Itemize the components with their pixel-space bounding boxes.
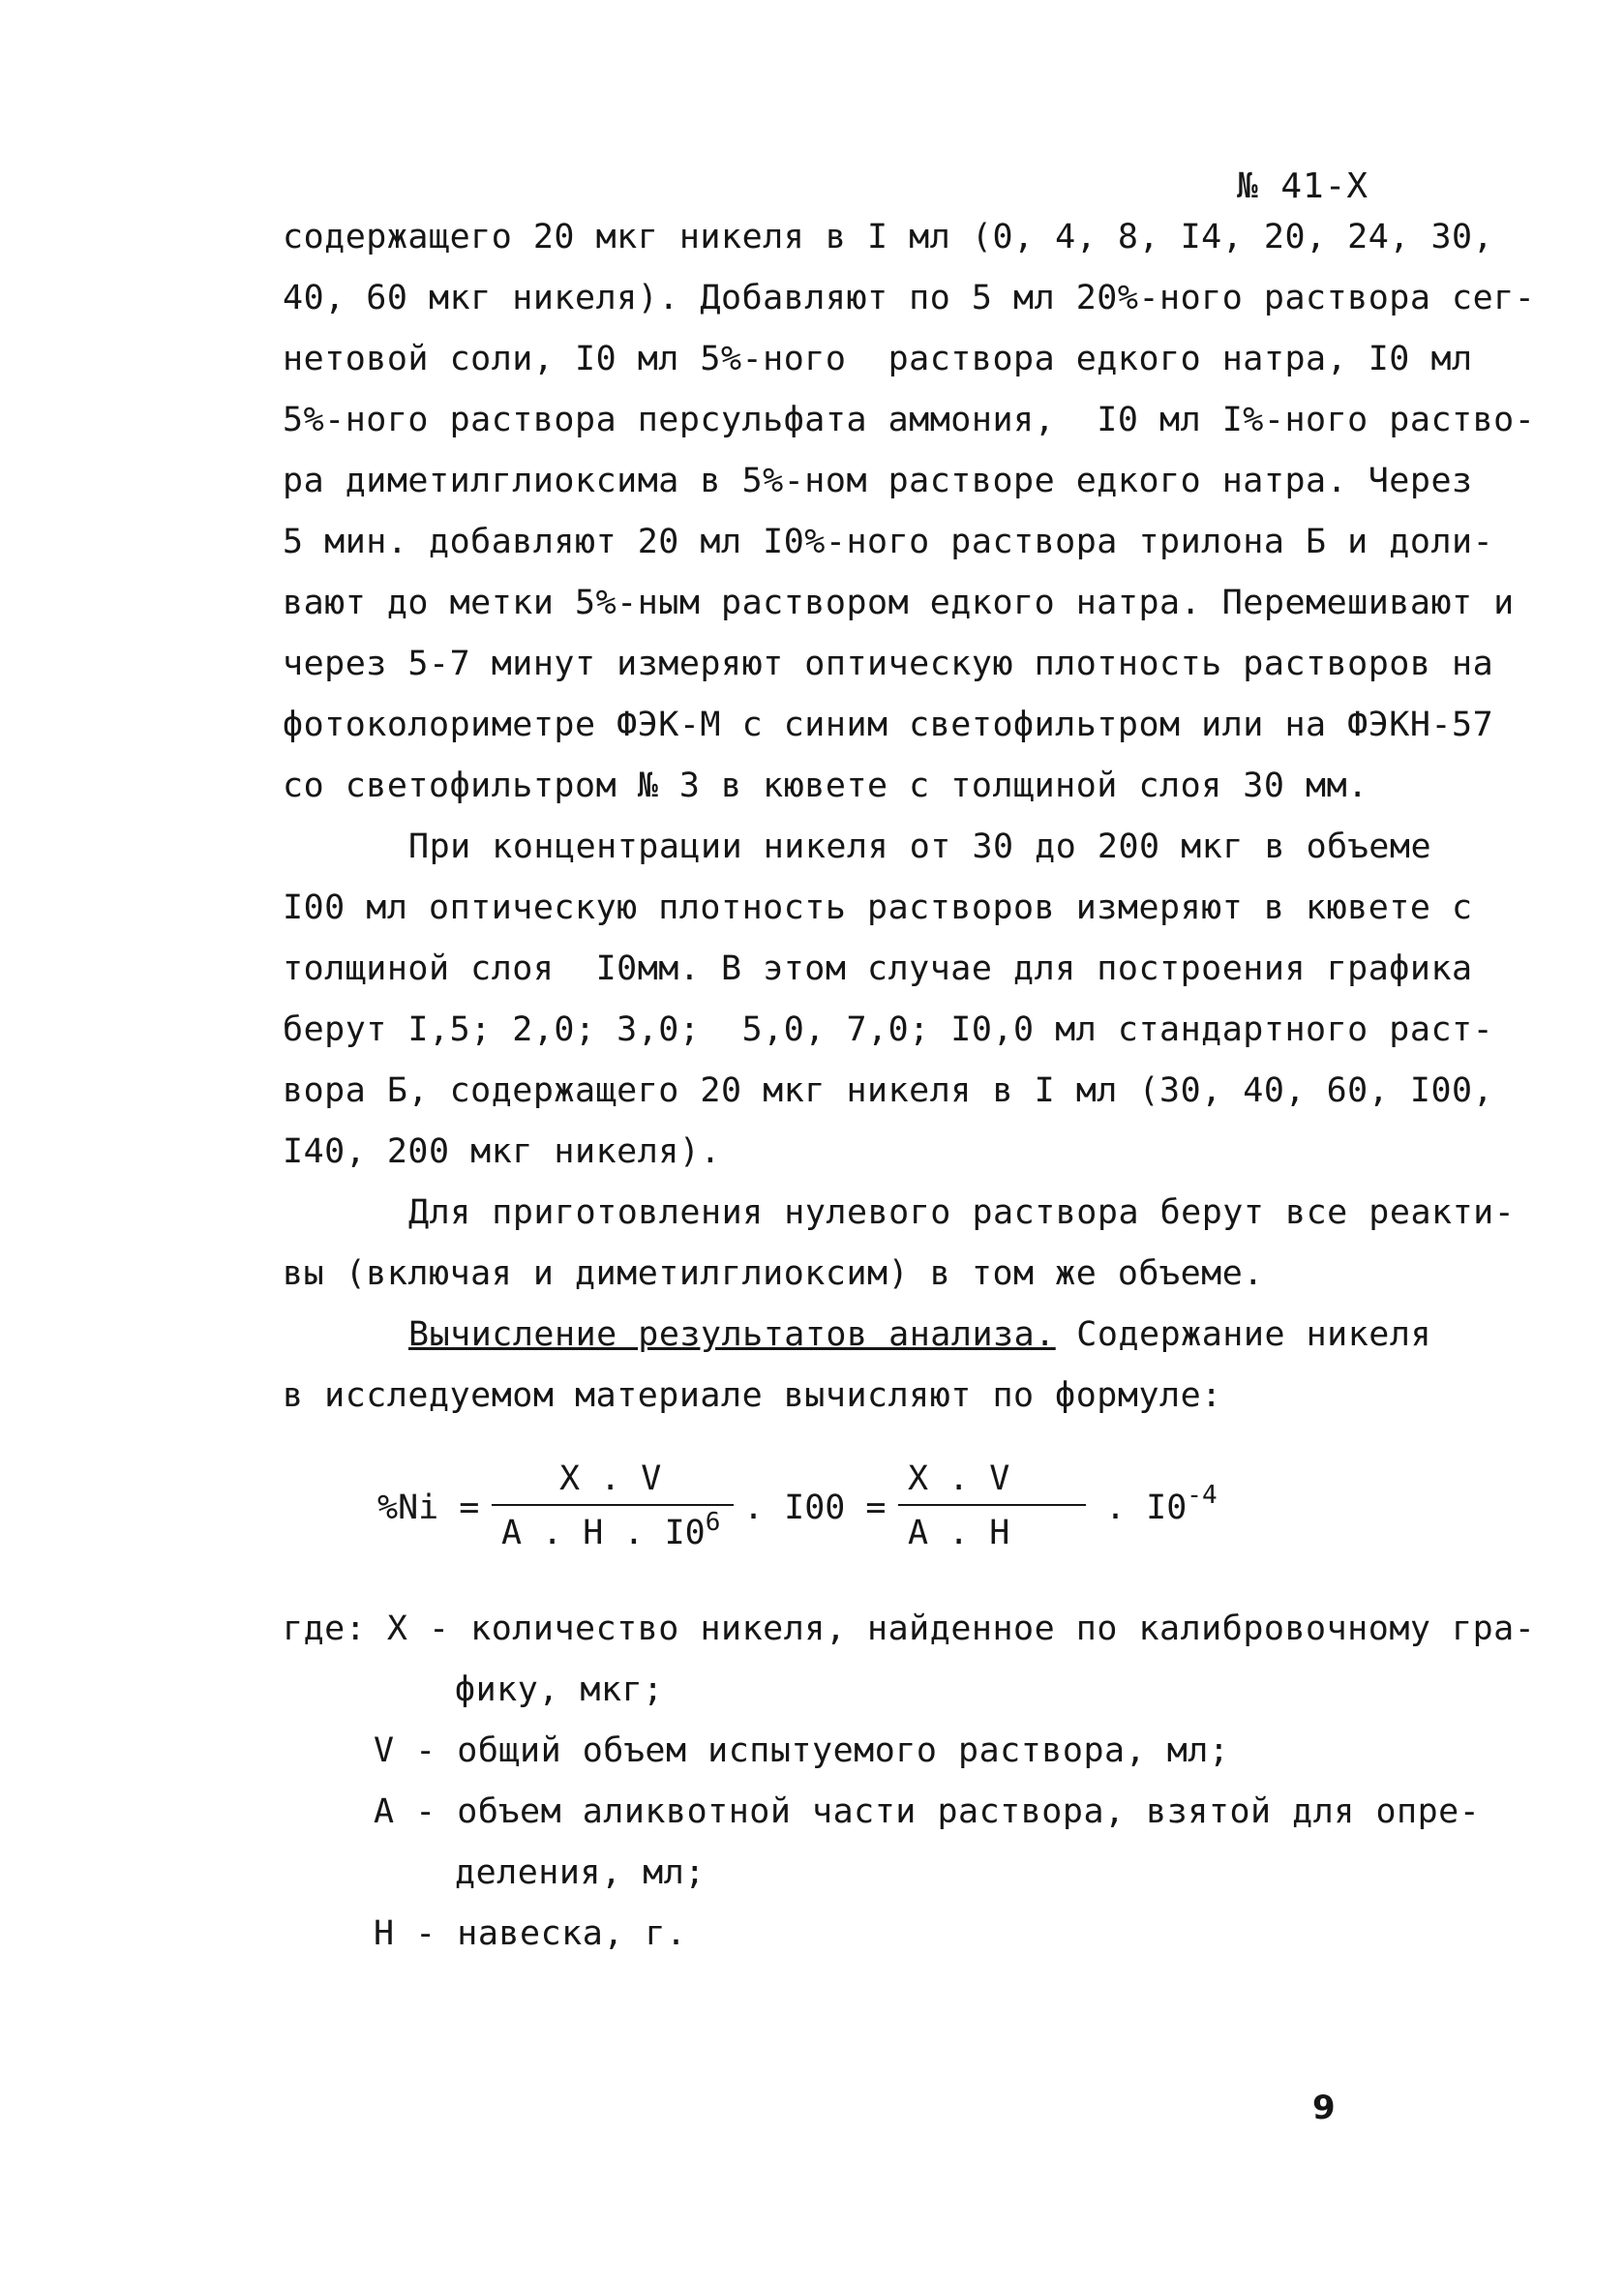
section-heading: Вычисление результатов анализа. bbox=[408, 1315, 1056, 1354]
definition-line: деления, мл; bbox=[455, 1853, 706, 1892]
nickel-formula bbox=[377, 1459, 1278, 1566]
text-line: При концентрации никеля от 30 до 200 мкг в объеме bbox=[408, 827, 1432, 866]
variable-definitions bbox=[283, 1599, 1536, 1965]
text-line: 5%-ного раствора персульфата аммония, I0 мл I%-ного раство- bbox=[283, 401, 1536, 439]
paragraph-procedure bbox=[283, 207, 1536, 817]
formula-numerator-2: X . V bbox=[908, 1459, 1010, 1498]
text-line: 40, 60 мкг никеля). Добавляют по 5 мл 20%-ного раствора сег- bbox=[283, 279, 1536, 317]
text-line: в исследуемом материале вычисляют по формуле: bbox=[283, 1376, 1222, 1415]
text-line: 5 мин. добавляют 20 мл I0%-ного раствора трилона Б и доли- bbox=[283, 523, 1494, 561]
text-line: вы (включая и диметилглиоксим) в том же объеме. bbox=[283, 1254, 1264, 1293]
formula-numerator-1: X . V bbox=[559, 1459, 662, 1498]
definition-line: H - навеска, г. bbox=[374, 1914, 687, 1953]
paragraph-blank-solution bbox=[283, 1183, 1516, 1305]
text-line: I00 мл оптическую плотность растворов измеряют в кювете с bbox=[283, 888, 1473, 927]
text-line: вают до метки 5%-ным раствором едкого натра. Перемешивают и bbox=[283, 584, 1515, 622]
text-line: толщиной слоя I0мм. В этом случае для построения графика bbox=[283, 949, 1473, 988]
text-line: берут I,5; 2,0; 3,0; 5,0, 7,0; I0,0 мл стандартного раст- bbox=[283, 1010, 1494, 1049]
formula-denominator-2: A . H bbox=[908, 1514, 1010, 1552]
definition-line: A - объем аликвотной части раствора, взятой для опре- bbox=[374, 1792, 1481, 1831]
text-line: Для приготовления нулевого раствора берут все реакти- bbox=[408, 1193, 1516, 1232]
text-line: вора Б, содержащего 20 мкг никеля в I мл (30, 40, 60, I00, bbox=[283, 1071, 1494, 1110]
formula-lhs: %Ni = bbox=[377, 1489, 480, 1527]
fraction-bar-2 bbox=[898, 1504, 1086, 1506]
page-number: 9 bbox=[1312, 2089, 1336, 2127]
text-line: I40, 200 мкг никеля). bbox=[283, 1132, 722, 1171]
formula-tail: . $I0^{-4}$ bbox=[1105, 1481, 1218, 1527]
text-fragment: Содержание никеля bbox=[1055, 1315, 1432, 1354]
paragraph-high-concentration bbox=[283, 817, 1494, 1183]
text-line: через 5-7 минут измеряют оптическую плотность растворов на bbox=[283, 645, 1494, 683]
fraction-bar-1 bbox=[492, 1504, 734, 1506]
text-line: ра диметилглиоксима в 5%-ном растворе едкого натра. Через bbox=[283, 462, 1473, 500]
text-line bbox=[283, 1305, 1432, 1366]
definition-line: где: X - количество никеля, найденное по калибровочному гра- bbox=[283, 1609, 1536, 1648]
formula-multiplier: . I00 = bbox=[743, 1489, 887, 1527]
paragraph-calculation bbox=[283, 1305, 1432, 1427]
text-line: фотоколориметре ФЭК-М с синим светофильтром или на ФЭКН-57 bbox=[283, 706, 1494, 744]
definition-line: фику, мкг; bbox=[455, 1670, 664, 1709]
formula-denominator-1: A . H . $I0^6$ bbox=[501, 1508, 721, 1552]
text-line: нетовой соли, I0 мл 5%-ного раствора едкого натра, I0 мл bbox=[283, 340, 1473, 378]
definition-line: V - общий объем испытуемого раствора, мл; bbox=[374, 1731, 1230, 1770]
text-line: со светофильтром № 3 в кювете с толщиной слоя 30 мм. bbox=[283, 767, 1368, 805]
document-code: № 41-Х bbox=[1237, 166, 1369, 206]
text-line: содержащего 20 мкг никеля в I мл (0, 4, 8, I4, 20, 24, 30, bbox=[283, 218, 1494, 256]
